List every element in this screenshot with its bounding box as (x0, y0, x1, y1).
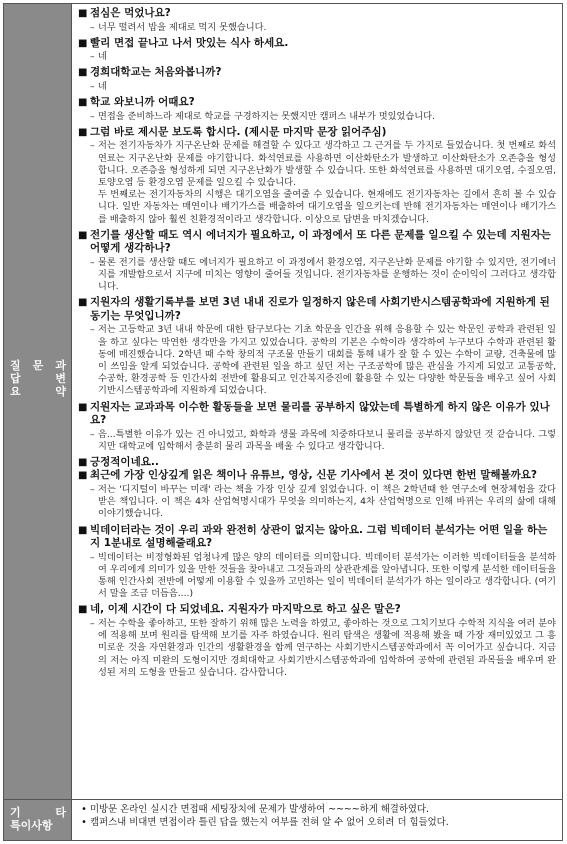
question-text: 점심은 먹었나요? (90, 7, 171, 19)
question (78, 524, 556, 551)
question-text: 그럼 바로 제시문 보도록 합시다. (제시문 마지막 문장 읽어주심) (90, 125, 387, 138)
dash-icon: – (90, 551, 95, 563)
answer-text: 저는 수학을 좋아하고, 또한 잘하기 위해 많은 노력을 하였고, 좋아하는 것으로 그치기보다 수학적 지식을 여러 분야에 적용해 보며 원리를 탐색해 보기를 자주 하였습니다. 원리 탐색은 생활에 적용해 봤을 때 가장 재미있었고 그 흥미로운 것을 자연환경과 인간의 생활환경을 함께 연구하는 사회기반시스템공학과에서 꼭 이어가고 싶습니다. 지금의 저는 아직 미완의 도형이지만 경희대학교 사회기반시스템공학과에 입학하여 공학에 관련된 과목들을 배우며 완성된 저의 도형을 만들고 싶습니다. 감사합니다. (98, 617, 556, 678)
bullet-icon: • (81, 804, 87, 815)
answer-text: 물론 전기를 생산할 때도 에너지가 필요하고 이 과정에서 환경오염, 지구온난화 문제를 야기할 수 있지만, 전기에너지를 개발함으로서 지구에 미치는 영향이 줄어들 것입니다. 전기자동차를 운행하는 것이 순이익이 그러다고 생각합니다. (98, 256, 556, 293)
dash-icon: – (90, 21, 95, 33)
qa-item (78, 126, 556, 226)
question (78, 7, 556, 21)
square-bullet-icon: ■ (78, 401, 88, 413)
qa-item (78, 96, 556, 123)
square-bullet-icon: ■ (78, 456, 88, 468)
answer-text: 빅데이터는 비정형화된 엄청나게 많은 양의 데이터를 의미합니다. 빅데이터 분석가는 이러한 빅데이터들을 분석하여 우리에게 의미가 있을 만한 것들을 찾아내고 그것들과의 상관관계를 알아냅니다. 또한 이렇게 분석한 데이터들을 통해 인간사회 전반에 어떻게 이용할 수 있을까 고민하는 일이 빅데이터 분석가가 하는 일이라고 생각합니다. (여기서 말을 조금 더듬음....) (98, 551, 557, 600)
qa-item (78, 7, 556, 34)
answer (90, 111, 556, 123)
question (78, 296, 556, 323)
question (78, 66, 556, 80)
question-text: 지원자는 교과과목 이수한 활동들을 보면 물리를 공부하지 않았는데 특별하게 하지 않은 이유가 있나요? (90, 400, 550, 427)
answer (90, 484, 556, 521)
answer (90, 140, 556, 225)
question-text: 경희대학교는 처음와봅니까? (90, 66, 222, 79)
answer-text: 음...특별한 이유가 있는 건 아니었고, 화학과 생물 과목에 치중하다보니 물리를 공부하지 않았던 것 같습니다. 그렇지만 대학교에 입학해서 충분히 물리 과목을 배울 수 있다고 생각합니다. (98, 428, 556, 452)
answer-text: 저는 '디지털이 바꾸는 미래' 라는 책을 가장 인상 깊게 읽었습니다. 이 책은 2학년때 한 연구소에 현장체험을 갔다 받은 책입니다. 이 책은 4차 산업혁명시대가 무엇을 의미하는지, 4차 산업혁명으로 인해 바뀌는 우리의 삶에 대해 이야기했습니다. (98, 483, 556, 520)
question (78, 229, 556, 256)
qa-list (72, 4, 562, 799)
square-bullet-icon: ■ (78, 8, 88, 19)
dash-icon: – (90, 140, 95, 152)
answer (90, 429, 556, 453)
etc-note-item (78, 817, 556, 830)
answer (90, 51, 556, 63)
qa-item (78, 229, 556, 294)
question-text: 최근에 가장 인상깊게 읽은 책이나 유튜브, 영상, 신문 기사에서 본 것이 있다면 한번 말해볼까요? (90, 469, 538, 482)
question-text: 학교 와보니까 어때요? (90, 96, 195, 109)
qa-item (78, 296, 556, 397)
dash-icon: – (90, 80, 95, 92)
answer-text: 면접을 준비하느라 제대로 학교를 구경하지는 못했지만 캠퍼스 내부가 멋있었습니다. (98, 110, 435, 122)
qa-section-header (4, 4, 72, 799)
etc-note-text: 캠퍼스내 비대면 면접이라 틀린 답을 했는지 여부를 전혀 알 수 없어 오히려 더 힘들었다. (90, 816, 449, 828)
etc-note-text: 미방문 온라인 실시간 면접때 세팅장치에 문제가 발생하여 ~~~~하게 해결하였다. (90, 804, 429, 815)
dash-icon: – (90, 617, 95, 629)
qa-item (78, 66, 556, 93)
etc-notes (72, 799, 562, 840)
square-bullet-icon: ■ (78, 97, 88, 109)
question (78, 126, 556, 140)
qa-item (78, 524, 556, 601)
answer (90, 324, 556, 397)
qa-item (78, 603, 556, 679)
square-bullet-icon: ■ (78, 524, 88, 536)
qa-section-label: 질 문 과 답 변 요 약 (10, 359, 66, 398)
square-bullet-icon: ■ (78, 126, 88, 138)
qa-item (78, 37, 556, 64)
answer (90, 81, 556, 93)
answer (90, 22, 556, 34)
etc-section-header (4, 799, 72, 840)
question (78, 603, 556, 617)
question-text: 지원자의 생활기록부를 보면 3년 내내 진로가 일정하지 않은데 사회기반시스템공학과에 지원하게 된 동기는 무엇입니까? (90, 296, 550, 322)
question-text: 빨리 면접 끝나고 나서 맛있는 식사 하세요. (90, 36, 289, 49)
interview-summary-table (3, 3, 563, 841)
square-bullet-icon: ■ (78, 297, 88, 309)
square-bullet-icon: ■ (78, 37, 88, 49)
answer-text: 너무 떨려서 밥을 제대로 먹지 못했습니다. (98, 21, 267, 33)
question (78, 469, 556, 483)
answer-text: 저는 고등학교 3년 내내 학문에 대한 탐구보다는 기초 학문을 인간을 위해 응용할 수 있는 학문인 공학과 관련된 일을 하고 싶다는 막연한 생각만을 가지고 있었습니다. 공학의 기본은 수학이라 생각하여 누구보다 수학과 관련된 활동에 매진했습니다. 2학년 때 수학 창의적 구조물 만들기 대회를 통해 내가 잘 할 수 있는 수학이 교량, 건축물에 많이 쓰임을 알게 되었습니다. 공학에 관련된 일을 하고 싶던 저는 구조공학에 많은 관심을 가지게 되었고 교통공학, 수공학, 환경공학 등 인간사회 전반에 활용되고 인간복지증진에 활용할 수 있는 다양한 학문들을 배우고 싶어 사회기반시스템공학과에 지원하게 되었습니다. (98, 324, 556, 397)
answer (90, 257, 556, 294)
question-text: 긍정적이네요.. (90, 455, 159, 468)
square-bullet-icon: ■ (78, 604, 88, 616)
square-bullet-icon: ■ (78, 229, 88, 241)
dash-icon: – (90, 428, 95, 440)
square-bullet-icon: ■ (78, 67, 88, 79)
answer (90, 552, 556, 601)
dash-icon: – (90, 483, 95, 495)
square-bullet-icon: ■ (78, 470, 88, 482)
dash-icon: – (90, 256, 95, 268)
etc-section-label: 기 타 특이사항 (10, 806, 66, 832)
question (78, 401, 556, 428)
dash-icon: – (90, 324, 95, 336)
answer-text: 저는 전기자동차가 지구온난화 문제를 해결할 수 있다고 생각하고 그 근거를 두 가지로 들었습니다. 첫 번째로 화석연료는 지구온난화 문제를 야기합니다. 화석연료를 사용하면 이산화탄소가 발생하고 이산화탄소가 오존층을 형성합니다. 오존층을 형성하게 되면 지구온난화가 발생할 수 있습니다. 또한 화석연료를 사용하면 대기오염, 수질오염, 토양오염 등 환경오염 문제를 일으킬 수 있습니다. 두 번째로는 전기자동차의 시행은 대기오염을 줄여줄 수 있습니다. 현재에도 전기자동차는 길에서 흔히 볼 수 있습니다. 일반 자동차는 매연이나 배기가스를 배출하여 대기오염을 일으키는데 반해 전기자동차는 매연이나 배기가스를 배출하지 않아 훨씬 친환경적이라고 생각합니다. 이상으로 답변을 마치겠습니다. (98, 140, 556, 225)
question-text: 전기를 생산할 때도 역시 에너지가 필요하고, 이 과정에서 또 다른 문제를 일으킬 수 있는데 지원자는 어떻게 생각하나? (90, 228, 551, 255)
qa-item (78, 456, 556, 470)
answer-text: 네 (98, 80, 107, 92)
question (78, 456, 556, 470)
answer (90, 618, 556, 679)
question-text: 네, 이제 시간이 다 되었네요. 지원자가 마지막으로 하고 싶은 말은? (90, 603, 401, 616)
dash-icon: – (90, 51, 95, 63)
question-text: 빅데이터라는 것이 우리 과와 완전히 상관이 없지는 않아요. 그럼 빅데이터 분석가는 어떤 일을 하는지 1분내로 설명해줄래요? (90, 523, 548, 550)
qa-item (78, 469, 556, 520)
qa-item (78, 401, 556, 453)
dash-icon: – (90, 110, 95, 122)
question (78, 37, 556, 51)
etc-note-item (78, 804, 556, 817)
answer-text: 네 (98, 51, 107, 63)
bullet-icon: • (81, 816, 87, 828)
question (78, 96, 556, 110)
